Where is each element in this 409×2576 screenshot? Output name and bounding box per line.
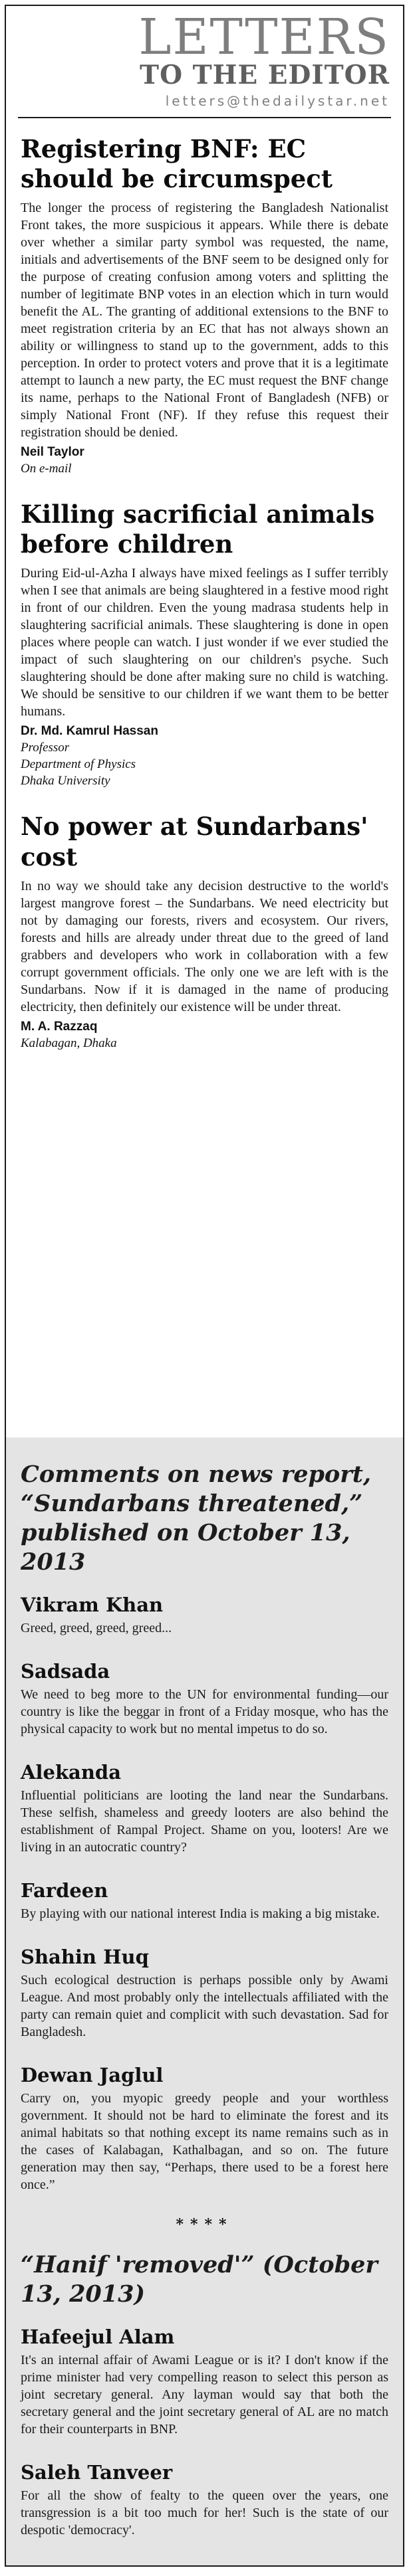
letter-author: Dr. Md. Kamrul Hassan <box>21 724 158 739</box>
comment-item <box>21 2325 388 2438</box>
comment-text: Carry on, you myopic greedy people and your worthless government. It should not be hard to eliminate the forest and its animal habitats so that nothing except its name remains such as in the cases of Kalabagan, Kathalbagan, and so on. The future generation may then say, “Perhaps, there used to be a forest here once.” <box>21 2091 388 2192</box>
letter-author-detail: Dhaka University <box>21 774 110 788</box>
comment-item <box>21 2460 388 2539</box>
comments-panel <box>6 1437 403 2565</box>
comment-text: Greed, greed, greed, greed... <box>21 1621 172 1635</box>
letter-headline: Registering BNF: EC should be circumspect <box>21 134 333 194</box>
letter-no-power-sundarbans <box>21 812 388 1051</box>
comments-heading-hanif: “Hanif 'removed'” (October 13, 2013) <box>21 2251 378 2308</box>
comment-text: We need to beg more to the UN for environmental funding—our country is like the beggar in front of a Friday mosque, who has the physical capacity to work but no mental impetus to do so. <box>21 1687 388 1736</box>
comment-author: Hafeejul Alam <box>21 2326 175 2348</box>
comments-heading: Comments on news report, “Sundarbans threatened,” published on October 13, 2013 <box>21 1461 372 1576</box>
letter-registering-bnf <box>21 134 388 477</box>
comment-item <box>21 1593 388 1637</box>
comment-text: By playing with our national interest India is making a big mistake. <box>21 1906 380 1921</box>
masthead <box>6 6 403 109</box>
comment-item <box>21 1945 388 2041</box>
comment-text: It's an internal affair of Awami League or is it? I don't know if the prime minister had very compelling reason to select this person as joint secretary general. Any layman would say that both the secretary general and the joint secretary general of AL are no match for their counterparts in BNP. <box>21 2353 388 2437</box>
letters-section <box>6 118 403 1052</box>
letter-body: During Eid-ul-Azha I always have mixed feelings as I suffer terribly when I see that animals are being slaughtered in a festive mood right in front of our children. Even the young madrasa students help in slaughtering sacrificial animals. These slaughtering is done in open places where people can watch. I just wonder if we ever studied the impact of such slaughtering on our children's psyche. Such slaughtering should be done after making sure no child is watching. We should be sensitive to our children if we want them to be better humans. <box>21 566 388 719</box>
comment-text: For all the show of fealty to the queen over the years, one transgression is a bit too much for her! Such is the state of our despotic 'democracy'. <box>21 2488 388 2537</box>
comment-text: Influential politicians are looting the land near the Sundarbans. These selfish, shameless and greedy looters are also behind the establishment of Rampal Project. Shame on you, looters! Are we living in an autocratic country? <box>21 1788 388 1855</box>
letter-author: Neil Taylor <box>21 445 84 460</box>
masthead-title: LETTERS <box>138 9 390 66</box>
letter-author-detail: Department of Physics <box>21 757 136 772</box>
comment-author: Dewan Jaglul <box>21 2064 164 2086</box>
comment-author: Alekanda <box>21 1761 122 1784</box>
comment-author: Shahin Huq <box>21 1946 149 1968</box>
letter-headline: No power at Sundarbans' cost <box>21 812 368 872</box>
comment-item <box>21 1879 388 1922</box>
comment-author: Vikram Khan <box>21 1594 164 1616</box>
letter-author-detail: Professor <box>21 741 70 755</box>
letter-body: In no way we should take any decision destructive to the world's largest mangrove forest – the Sundarbans. We need electricity but not by damaging our forests, rivers and ecosystem. Our rivers, forests and hills are already under threat due to the greed of land grabbers and developers who work in collaboration with a few corrupt government officials. The only one we are left with is the Sundarbans. Now if it is damaged in the name of producing electricity, then definitely our existence will be under threat. <box>21 878 388 1014</box>
comment-author: Saleh Tanveer <box>21 2461 173 2484</box>
comment-author: Sadsada <box>21 1660 110 1683</box>
letter-killing-sacrificial-animals <box>21 500 388 789</box>
letter-author-detail: Kalabagan, Dhaka <box>21 1036 117 1050</box>
section-divider: **** <box>176 2216 233 2233</box>
comment-item <box>21 1659 388 1738</box>
comment-text: Such ecological destruction is perhaps possible only by Awami League. And most probably only the intellectuals affiliated with the party can remain quiet and complicit with such devastation. Sad for Bangladesh. <box>21 1973 388 2039</box>
letter-headline: Killing sacrificial animals before children <box>21 500 375 559</box>
comment-item <box>21 2063 388 2193</box>
masthead-email: letters@thedailystar.net <box>165 92 390 109</box>
letter-author-detail: On e-mail <box>21 462 72 476</box>
letter-author: M. A. Razzaq <box>21 1019 98 1034</box>
comment-item <box>21 1760 388 1856</box>
newspaper-page <box>5 5 404 2567</box>
masthead-subtitle: TO THE EDITOR <box>140 60 390 90</box>
letter-body: The longer the process of registering the Bangladesh Nationalist Front takes, the more suspicious it appears. While there is debate over whether a similar party symbol was requested, the name, initials and advertisements of the BNF seem to be designed only for the purpose of creating confusion among voters and splitting the number of legitimate BNP votes in an election which in turn would benefit the AL. The granting of additional extensions to the BNF to meet registration criteria by an EC that has not always shown an ability or willingness to stand up to the government, adds to this perception. In order to protect voters and prove that it is a legitimate attempt to launch a new party, the EC must request the BNF change its name, perhaps to the National Front of Bangladesh (NFB) or simply National Front (NF). If they refuse this request their registration should be denied. <box>21 201 388 440</box>
comment-author: Fardeen <box>21 1879 108 1902</box>
